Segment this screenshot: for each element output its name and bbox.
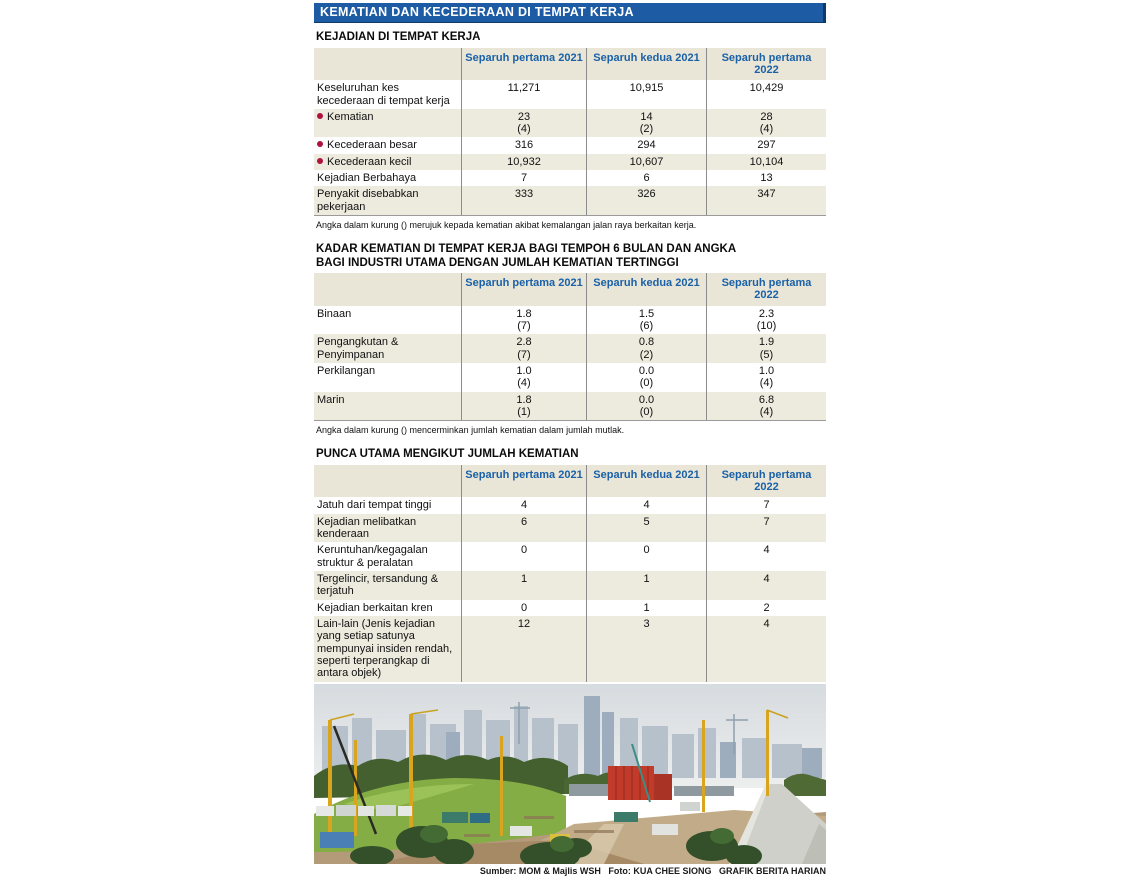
column-header-cell: Separuh pertama 2022 xyxy=(706,48,826,81)
value-cell xyxy=(461,514,586,543)
row-label: Pengangkutan & Penyimpanan xyxy=(314,334,461,363)
value-cell xyxy=(586,392,706,421)
value-cell xyxy=(586,137,706,153)
value-line: 1.8 xyxy=(516,307,532,320)
table-footnote: Angka dalam kurung () mencerminkan jumlah kematian dalam jumlah mutlak. xyxy=(316,425,625,436)
value-cell xyxy=(586,154,706,170)
value-line: (1) xyxy=(517,405,531,418)
value-line: 1.0 xyxy=(758,365,775,377)
value-cell xyxy=(586,600,706,616)
page-title: KEMATIAN DAN KECEDERAAN DI TEMPAT KERJA xyxy=(314,3,826,23)
value-line: 4 xyxy=(520,499,528,512)
value-cell xyxy=(461,109,586,138)
value-line: 316 xyxy=(514,139,534,152)
value-line: (7) xyxy=(517,320,531,333)
row-label: Marin xyxy=(314,392,461,421)
value-line: 1.0 xyxy=(516,365,532,377)
value-line: 4 xyxy=(643,499,650,512)
corner-cell xyxy=(314,48,461,81)
value-line: 4 xyxy=(763,617,770,630)
table-row xyxy=(314,392,826,421)
value-cell xyxy=(706,80,826,109)
value-line: (7) xyxy=(517,348,531,361)
row-label: Kejadian melibatkan kenderaan xyxy=(314,514,461,543)
row-label: Kejadian berkaitan kren xyxy=(314,600,461,616)
table-footnote: Angka dalam kurung () merujuk kepada kematian akibat kemalangan jalan raya berkaitan kerja. xyxy=(316,220,697,230)
value-cell xyxy=(706,363,826,392)
construction-photo xyxy=(314,684,826,864)
row-label: Jatuh dari tempat tinggi xyxy=(314,497,461,513)
value-cell xyxy=(461,571,586,600)
value-cell xyxy=(586,306,706,335)
table-row xyxy=(314,600,826,616)
data-table xyxy=(314,273,826,421)
section-title-line: BAGI INDUSTRI UTAMA DENGAN JUMLAH KEMATIAN TERTINGGI xyxy=(316,256,679,269)
value-cell xyxy=(461,363,586,392)
column-header-cell: Separuh kedua 2021 xyxy=(586,273,706,306)
value-cell xyxy=(706,334,826,363)
corner-cell xyxy=(314,465,461,498)
row-label: Perkilangan xyxy=(314,363,461,392)
value-cell xyxy=(706,137,826,153)
value-cell xyxy=(461,186,586,215)
value-line: (2) xyxy=(639,348,654,361)
value-line: 294 xyxy=(637,139,656,152)
corner-cell xyxy=(314,273,461,306)
table-row xyxy=(314,616,826,682)
bullet-icon xyxy=(317,158,323,164)
row-label: Kematian xyxy=(314,109,461,138)
value-line: 2.3 xyxy=(758,307,775,320)
value-cell xyxy=(706,514,826,543)
table-header-row xyxy=(314,465,826,498)
value-line: 0 xyxy=(643,544,650,557)
value-cell xyxy=(586,616,706,682)
value-line: 10,607 xyxy=(629,155,664,168)
value-line: (4) xyxy=(517,377,531,390)
table-row xyxy=(314,571,826,600)
value-cell xyxy=(706,306,826,335)
value-cell xyxy=(461,600,586,616)
bullet-icon xyxy=(317,113,323,119)
value-line: 0.0 xyxy=(638,365,655,377)
value-line: 2 xyxy=(763,601,770,614)
value-line: (0) xyxy=(639,405,654,418)
value-cell xyxy=(461,154,586,170)
value-cell xyxy=(706,571,826,600)
value-line: 1.8 xyxy=(516,393,532,406)
table-header-row xyxy=(314,48,826,81)
value-line: (0) xyxy=(639,377,654,390)
value-line: 333 xyxy=(514,188,534,201)
section-title xyxy=(316,31,826,45)
table-row xyxy=(314,542,826,571)
value-line: 326 xyxy=(637,188,656,201)
value-cell xyxy=(706,616,826,682)
value-cell xyxy=(586,363,706,392)
column-header-cell: Separuh kedua 2021 xyxy=(586,465,706,498)
credit-line: Sumber: MOM & Majlis WSH Foto: KUA CHEE SIONG GRAFIK BERITA HARIAN xyxy=(479,865,826,876)
value-cell xyxy=(461,80,586,109)
column-header-cell: Separuh pertama 2021 xyxy=(461,48,586,81)
value-cell xyxy=(706,170,826,186)
value-line: 12 xyxy=(517,617,531,630)
infographic xyxy=(314,3,826,876)
row-label: Kecederaan besar xyxy=(314,137,461,153)
table-row xyxy=(314,186,826,215)
value-line: 13 xyxy=(760,172,773,185)
value-line: 0 xyxy=(520,601,528,614)
section-title-line: KEJADIAN DI TEMPAT KERJA xyxy=(316,31,481,43)
section-title-line: PUNCA UTAMA MENGIKUT JUMLAH KEMATIAN xyxy=(316,448,579,461)
value-cell xyxy=(706,392,826,421)
value-line: (4) xyxy=(759,405,774,418)
row-label: Keseluruhan kes kecederaan di tempat kerja xyxy=(314,80,461,109)
value-line: 7 xyxy=(763,515,770,528)
table-section xyxy=(314,448,826,681)
table-header-row xyxy=(314,273,826,306)
table-row xyxy=(314,170,826,186)
value-cell xyxy=(586,109,706,138)
value-line: 6.8 xyxy=(758,393,775,406)
value-line: 1 xyxy=(643,573,650,585)
value-cell xyxy=(586,571,706,600)
table-row xyxy=(314,109,826,138)
tables-container xyxy=(314,31,826,682)
value-line: 6 xyxy=(643,172,650,185)
value-line: 0.0 xyxy=(638,393,655,406)
value-cell xyxy=(706,542,826,571)
value-line: 23 xyxy=(517,110,531,123)
section-title xyxy=(316,243,826,270)
value-line: (2) xyxy=(639,123,654,136)
table-row xyxy=(314,497,826,513)
column-header-cell: Separuh kedua 2021 xyxy=(586,48,706,81)
column-header-cell: Separuh pertama 2021 xyxy=(461,273,586,306)
value-line: 10,915 xyxy=(629,82,664,95)
value-cell xyxy=(461,306,586,335)
value-cell xyxy=(461,542,586,571)
value-line: 7 xyxy=(520,172,528,185)
value-line: (6) xyxy=(639,320,654,333)
value-line: 10,104 xyxy=(749,155,784,168)
value-cell xyxy=(586,497,706,513)
value-cell xyxy=(461,170,586,186)
value-line: 4 xyxy=(763,544,770,557)
value-line: 7 xyxy=(763,499,770,512)
value-line: (5) xyxy=(759,348,774,361)
value-cell xyxy=(706,600,826,616)
table-section xyxy=(314,243,826,435)
value-line: 1 xyxy=(643,601,650,614)
value-cell xyxy=(461,334,586,363)
value-cell xyxy=(586,186,706,215)
value-cell xyxy=(706,154,826,170)
value-line: (10) xyxy=(756,320,777,333)
table-row xyxy=(314,363,826,392)
table-row xyxy=(314,514,826,543)
data-table xyxy=(314,465,826,682)
value-cell xyxy=(706,497,826,513)
value-line: 2.8 xyxy=(516,336,532,349)
value-line: 1 xyxy=(520,573,528,585)
row-label: Keruntuhan/kegagalan struktur & peralatan xyxy=(314,542,461,571)
value-cell xyxy=(461,616,586,682)
column-header-cell: Separuh pertama 2022 xyxy=(706,465,826,498)
table-row xyxy=(314,334,826,363)
value-line: 6 xyxy=(520,515,528,528)
value-line: 5 xyxy=(643,515,650,528)
value-cell xyxy=(706,186,826,215)
data-table xyxy=(314,48,826,216)
value-cell xyxy=(461,497,586,513)
value-line: 11,271 xyxy=(507,82,541,95)
bullet-icon xyxy=(317,141,323,147)
value-line: (4) xyxy=(759,123,774,136)
value-cell xyxy=(586,80,706,109)
value-line: 14 xyxy=(640,110,653,123)
row-label: Kecederaan kecil xyxy=(314,154,461,170)
value-line: 297 xyxy=(757,139,776,152)
value-line: (4) xyxy=(759,377,774,390)
value-line: 0 xyxy=(520,544,528,557)
value-line: 347 xyxy=(757,188,776,201)
section-title xyxy=(316,448,826,462)
row-label: Tergelincir, tersandung & terjatuh xyxy=(314,571,461,600)
value-line: 1.5 xyxy=(638,307,655,320)
table-section xyxy=(314,31,826,230)
row-label: Binaan xyxy=(314,306,461,335)
value-cell xyxy=(586,514,706,543)
value-cell xyxy=(586,542,706,571)
table-row xyxy=(314,154,826,170)
column-header-cell: Separuh pertama 2022 xyxy=(706,273,826,306)
row-label: Lain-lain (Jenis kejadian yang setiap satunya mempunyai insiden rendah, seperti terperangkap di antara objek) xyxy=(314,616,461,682)
value-line: 10,932 xyxy=(507,155,541,168)
value-line: 3 xyxy=(643,617,650,630)
value-line: 28 xyxy=(760,110,773,123)
table-row xyxy=(314,306,826,335)
value-cell xyxy=(586,334,706,363)
value-line: 10,429 xyxy=(749,82,784,95)
column-header-cell: Separuh pertama 2021 xyxy=(461,465,586,498)
value-cell xyxy=(461,137,586,153)
table-row xyxy=(314,137,826,153)
row-label: Penyakit disebabkan pekerjaan xyxy=(314,186,461,215)
section-title-line: KADAR KEMATIAN DI TEMPAT KERJA BAGI TEMPOH 6 BULAN DAN ANGKA xyxy=(316,243,737,255)
value-line: 1.9 xyxy=(758,336,775,349)
value-cell xyxy=(706,109,826,138)
table-row xyxy=(314,80,826,109)
value-cell xyxy=(461,392,586,421)
value-cell xyxy=(586,170,706,186)
row-label: Kejadian Berbahaya xyxy=(314,170,461,186)
value-line: (4) xyxy=(517,123,531,136)
value-line: 4 xyxy=(763,573,770,585)
value-line: 0.8 xyxy=(638,336,655,349)
